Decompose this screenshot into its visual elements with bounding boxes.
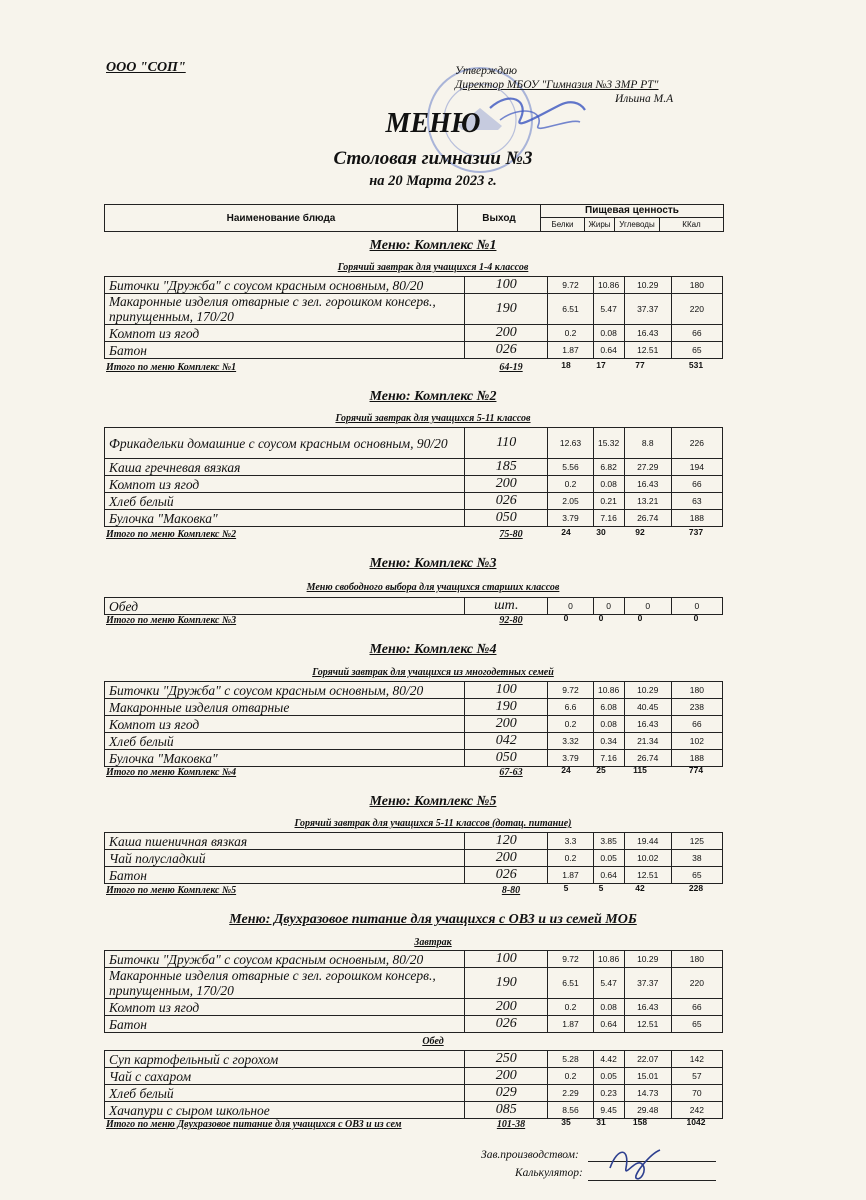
dish-proteins: 9.72 — [548, 682, 593, 699]
dish-yield: 200 — [465, 1068, 548, 1085]
total-row — [106, 1119, 726, 1133]
dish-kcal: 57 — [671, 1068, 722, 1085]
table-row — [105, 716, 723, 733]
dish-yield: шт. — [465, 598, 548, 615]
dish-fats: 0.08 — [593, 716, 624, 733]
dish-name: Макаронные изделия отварные с зел. горошком консерв., припущенным, 170/20 — [105, 294, 465, 325]
total-row — [106, 362, 726, 376]
total-proteins: 35 — [561, 1117, 571, 1127]
dish-carbs: 0 — [624, 598, 671, 615]
dish-carbs: 13.21 — [624, 493, 671, 510]
dish-fats: 5.47 — [593, 968, 624, 999]
dish-fats: 0.05 — [593, 1068, 624, 1085]
dish-kcal: 180 — [671, 951, 722, 968]
dish-proteins: 0.2 — [548, 999, 593, 1016]
dish-yield: 200 — [465, 850, 548, 867]
dish-kcal: 66 — [671, 325, 722, 342]
total-label: Итого по меню Двухразовое питание для учащихся с ОВЗ и из сем — [106, 1119, 402, 1130]
section-title: Меню: Комплекс №1 — [369, 238, 497, 253]
lunch-label: Обед — [422, 1036, 444, 1047]
dish-carbs: 12.51 — [624, 1016, 671, 1033]
dish-fats: 0.64 — [593, 867, 624, 884]
dish-carbs: 21.34 — [624, 733, 671, 750]
dish-name: Батон — [105, 1016, 465, 1033]
dish-fats: 0.08 — [593, 325, 624, 342]
dish-carbs: 12.51 — [624, 342, 671, 359]
dish-fats: 6.08 — [593, 699, 624, 716]
dish-kcal: 188 — [671, 750, 722, 767]
page-subtitle: Столовая гимназии №3 — [333, 148, 533, 169]
dish-yield: 100 — [465, 682, 548, 699]
dish-kcal: 194 — [671, 459, 722, 476]
dish-fats: 0.64 — [593, 1016, 624, 1033]
dish-yield: 026 — [465, 342, 548, 359]
dish-name: Обед — [105, 598, 465, 615]
total-proteins: 24 — [561, 527, 571, 537]
total-proteins: 0 — [563, 613, 569, 623]
dish-kcal: 70 — [671, 1085, 722, 1102]
dish-proteins: 1.87 — [548, 342, 593, 359]
table-row — [105, 1051, 723, 1068]
menu-table — [104, 276, 723, 359]
dish-fats: 0.08 — [593, 476, 624, 493]
dish-name: Макаронные изделия отварные — [105, 699, 465, 716]
dish-name: Биточки "Дружба" с соусом красным основным, 80/20 — [105, 951, 465, 968]
total-kcal: 737 — [688, 527, 704, 537]
dish-fats: 7.16 — [593, 750, 624, 767]
total-fats: 0 — [598, 613, 604, 623]
dish-kcal: 242 — [671, 1102, 722, 1119]
menu-table — [104, 950, 723, 1033]
dish-name: Биточки "Дружба" с соусом красным основным, 80/20 — [105, 277, 465, 294]
handwritten-signature-icon — [600, 1138, 670, 1188]
dish-yield: 190 — [465, 294, 548, 325]
dish-yield: 190 — [465, 968, 548, 999]
dish-proteins: 12.63 — [548, 428, 593, 459]
header-fats: Жиры — [585, 218, 615, 231]
section-title: Меню: Комплекс №3 — [369, 556, 497, 571]
dish-name: Каша пшеничная вязкая — [105, 833, 465, 850]
total-label: Итого по меню Комплекс №4 — [106, 767, 237, 778]
dish-name: Булочка "Маковка" — [105, 750, 465, 767]
header-dish-name: Наименование блюда — [105, 205, 458, 231]
dish-carbs: 16.43 — [624, 476, 671, 493]
dish-name: Компот из ягод — [105, 716, 465, 733]
dish-kcal: 180 — [671, 682, 722, 699]
calculator-label: Калькулятор: — [515, 1167, 583, 1179]
total-code: 8-80 — [501, 885, 521, 896]
total-proteins: 24 — [561, 765, 571, 775]
dish-proteins: 1.87 — [548, 867, 593, 884]
section-subtitle: Горячий завтрак для учащихся 5-11 классов — [335, 413, 531, 424]
dish-yield: 026 — [465, 493, 548, 510]
table-row — [105, 750, 723, 767]
dish-proteins: 3.79 — [548, 510, 593, 527]
dish-carbs: 37.37 — [624, 294, 671, 325]
dish-yield: 250 — [465, 1051, 548, 1068]
dish-name: Компот из ягод — [105, 325, 465, 342]
dish-kcal: 180 — [671, 277, 722, 294]
dish-proteins: 0.2 — [548, 325, 593, 342]
menu-table — [104, 427, 723, 527]
dish-yield: 200 — [465, 476, 548, 493]
dish-fats: 10.86 — [593, 682, 624, 699]
header-yield: Выход — [458, 205, 541, 231]
dish-fats: 7.16 — [593, 510, 624, 527]
header-kcal: ККал — [682, 220, 701, 229]
section-subtitle: Меню свободного выбора для учащихся старших классов — [306, 582, 560, 593]
dish-carbs: 12.51 — [624, 867, 671, 884]
table-row — [105, 342, 723, 359]
section-title: Меню: Комплекс №5 — [369, 794, 497, 809]
organization-name: ООО "СОП" — [106, 60, 186, 75]
dish-carbs: 10.29 — [624, 277, 671, 294]
dish-proteins: 1.87 — [548, 1016, 593, 1033]
dish-fats: 0.64 — [593, 342, 624, 359]
table-row — [105, 1068, 723, 1085]
table-row — [105, 459, 723, 476]
total-code: 75-80 — [499, 529, 523, 540]
dish-kcal: 226 — [671, 428, 722, 459]
dish-yield: 200 — [465, 325, 548, 342]
table-row — [105, 325, 723, 342]
section-subtitle: Горячий завтрак для учащихся 1-4 классов — [337, 262, 529, 273]
dish-proteins: 9.72 — [548, 951, 593, 968]
dish-fats: 5.47 — [593, 294, 624, 325]
menu-date: на 20 Марта 2023 г. — [369, 173, 497, 189]
total-row — [106, 885, 726, 899]
dish-yield: 029 — [465, 1085, 548, 1102]
section-title: Меню: Комплекс №2 — [369, 389, 497, 404]
table-row — [105, 951, 723, 968]
total-label: Итого по меню Комплекс №2 — [106, 529, 237, 540]
header-nutrition: Пищевая ценность — [541, 205, 723, 218]
total-carbs: 115 — [633, 765, 647, 775]
dish-name: Макаронные изделия отварные с зел. горошком консерв., припущенным, 170/20 — [105, 968, 465, 999]
dish-yield: 026 — [465, 867, 548, 884]
dish-carbs: 10.02 — [624, 850, 671, 867]
dish-fats: 3.85 — [593, 833, 624, 850]
dish-proteins: 3.79 — [548, 750, 593, 767]
dish-yield: 185 — [465, 459, 548, 476]
dish-yield: 042 — [465, 733, 548, 750]
section-title: Меню: Двухразовое питание для учащихся с ОВЗ и из семей МОБ — [229, 912, 637, 927]
total-code: 101-38 — [496, 1119, 526, 1130]
dish-name: Фрикадельки домашние с соусом красным основным, 90/20 — [105, 428, 465, 459]
dish-yield: 100 — [465, 951, 548, 968]
menu-table — [104, 1050, 723, 1119]
total-proteins: 18 — [561, 360, 571, 370]
dish-carbs: 22.07 — [624, 1051, 671, 1068]
table-row — [105, 968, 723, 999]
total-carbs: 158 — [632, 1117, 648, 1127]
table-header — [104, 204, 724, 232]
table-row — [105, 833, 723, 850]
dish-carbs: 26.74 — [624, 750, 671, 767]
dish-name: Батон — [105, 867, 465, 884]
dish-carbs: 16.43 — [624, 999, 671, 1016]
header-carbs: Углеводы — [615, 218, 660, 231]
dish-yield: 200 — [465, 716, 548, 733]
total-carbs: 42 — [635, 883, 645, 893]
dish-fats: 0.23 — [593, 1085, 624, 1102]
total-code: 67-63 — [499, 767, 523, 778]
dish-carbs: 14.73 — [624, 1085, 671, 1102]
dish-name: Компот из ягод — [105, 999, 465, 1016]
dish-name: Чай полусладкий — [105, 850, 465, 867]
dish-fats: 10.86 — [593, 277, 624, 294]
approval-block — [455, 64, 673, 106]
dish-proteins: 0.2 — [548, 716, 593, 733]
total-code: 64-19 — [499, 362, 523, 373]
dish-fats: 4.42 — [593, 1051, 624, 1068]
table-row — [105, 1085, 723, 1102]
table-row — [105, 476, 723, 493]
menu-table — [104, 681, 723, 767]
table-row — [105, 850, 723, 867]
dish-kcal: 66 — [671, 999, 722, 1016]
total-fats: 31 — [596, 1117, 606, 1127]
dish-kcal: 220 — [671, 294, 722, 325]
dish-proteins: 9.72 — [548, 277, 593, 294]
table-row — [105, 294, 723, 325]
dish-proteins: 0.2 — [548, 1068, 593, 1085]
table-row — [105, 699, 723, 716]
dish-yield: 190 — [465, 699, 548, 716]
dish-kcal: 102 — [671, 733, 722, 750]
dish-proteins: 3.3 — [548, 833, 593, 850]
dish-kcal: 65 — [671, 867, 722, 884]
dish-fats: 6.82 — [593, 459, 624, 476]
dish-carbs: 16.43 — [624, 325, 671, 342]
dish-carbs: 10.29 — [624, 682, 671, 699]
dish-carbs: 15.01 — [624, 1068, 671, 1085]
page-title: МЕНЮ — [385, 108, 481, 139]
total-kcal: 228 — [688, 883, 704, 893]
dish-kcal: 142 — [671, 1051, 722, 1068]
menu-table — [104, 832, 723, 884]
dish-yield: 026 — [465, 1016, 548, 1033]
total-kcal: 1042 — [686, 1117, 706, 1127]
dish-proteins: 0.2 — [548, 476, 593, 493]
dish-kcal: 0 — [671, 598, 722, 615]
dish-proteins: 6.6 — [548, 699, 593, 716]
dish-name: Батон — [105, 342, 465, 359]
dish-fats: 9.45 — [593, 1102, 624, 1119]
table-row — [105, 510, 723, 527]
dish-proteins: 0.2 — [548, 850, 593, 867]
dish-carbs: 40.45 — [624, 699, 671, 716]
dish-kcal: 188 — [671, 510, 722, 527]
dish-proteins: 3.32 — [548, 733, 593, 750]
dish-fats: 10.86 — [593, 951, 624, 968]
dish-yield: 110 — [465, 428, 548, 459]
dish-name: Компот из ягод — [105, 476, 465, 493]
dish-yield: 085 — [465, 1102, 548, 1119]
dish-kcal: 65 — [671, 1016, 722, 1033]
dish-proteins: 6.51 — [548, 968, 593, 999]
dish-fats: 0.34 — [593, 733, 624, 750]
dish-carbs: 29.48 — [624, 1102, 671, 1119]
table-row — [105, 1102, 723, 1119]
section-subtitle: Горячий завтрак для учащихся из многодетных семей — [312, 667, 554, 678]
dish-proteins: 6.51 — [548, 294, 593, 325]
table-row — [105, 867, 723, 884]
total-label: Итого по меню Комплекс №3 — [106, 615, 237, 626]
total-kcal: 774 — [688, 765, 704, 775]
dish-name: Биточки "Дружба" с соусом красным основным, 80/20 — [105, 682, 465, 699]
dish-fats: 0.21 — [593, 493, 624, 510]
producer-label: Зав.производством: — [481, 1149, 579, 1161]
total-fats: 30 — [596, 527, 606, 537]
header-proteins: Белки — [541, 218, 585, 231]
dish-kcal: 63 — [671, 493, 722, 510]
dish-proteins: 2.29 — [548, 1085, 593, 1102]
dish-proteins: 5.56 — [548, 459, 593, 476]
dish-yield: 120 — [465, 833, 548, 850]
dish-proteins: 8.56 — [548, 1102, 593, 1119]
dish-proteins: 5.28 — [548, 1051, 593, 1068]
section-title: Меню: Комплекс №4 — [369, 642, 497, 657]
approval-director: Директор МБОУ "Гимназия №3 ЗМР РТ" — [455, 79, 659, 91]
dish-carbs: 16.43 — [624, 716, 671, 733]
dish-name: Чай с сахаром — [105, 1068, 465, 1085]
total-label: Итого по меню Комплекс №1 — [106, 362, 237, 373]
table-row — [105, 493, 723, 510]
dish-name: Хлеб белый — [105, 733, 465, 750]
total-carbs: 92 — [635, 527, 645, 537]
total-carbs: 0 — [637, 613, 643, 623]
table-row — [105, 682, 723, 699]
dish-fats: 0 — [593, 598, 624, 615]
dish-yield: 050 — [465, 510, 548, 527]
dish-name: Хлеб белый — [105, 1085, 465, 1102]
table-row — [105, 277, 723, 294]
dish-carbs: 27.29 — [624, 459, 671, 476]
table-row — [105, 598, 723, 615]
total-kcal: 0 — [693, 613, 699, 623]
dish-yield: 050 — [465, 750, 548, 767]
dish-yield: 200 — [465, 999, 548, 1016]
dish-kcal: 66 — [671, 716, 722, 733]
dish-kcal: 65 — [671, 342, 722, 359]
dish-fats: 0.05 — [593, 850, 624, 867]
table-row — [105, 733, 723, 750]
total-row — [106, 615, 726, 629]
dish-kcal: 66 — [671, 476, 722, 493]
total-proteins: 5 — [563, 883, 569, 893]
dish-yield: 100 — [465, 277, 548, 294]
section-subtitle: Горячий завтрак для учащихся 5-11 классов (дотац. питание) — [294, 818, 572, 829]
dish-carbs: 8.8 — [624, 428, 671, 459]
dish-proteins: 2.05 — [548, 493, 593, 510]
breakfast-label: Завтрак — [414, 937, 452, 948]
table-row — [105, 999, 723, 1016]
dish-name: Суп картофельный с горохом — [105, 1051, 465, 1068]
total-label: Итого по меню Комплекс №5 — [106, 885, 237, 896]
dish-carbs: 10.29 — [624, 951, 671, 968]
dish-fats: 0.08 — [593, 999, 624, 1016]
dish-kcal: 125 — [671, 833, 722, 850]
dish-carbs: 26.74 — [624, 510, 671, 527]
total-kcal: 531 — [688, 360, 704, 370]
total-fats: 5 — [598, 883, 604, 893]
dish-name: Булочка "Маковка" — [105, 510, 465, 527]
total-fats: 17 — [596, 360, 606, 370]
approval-signer: Ильина М.А — [615, 93, 674, 105]
total-code: 92-80 — [499, 615, 523, 626]
dish-fats: 15.32 — [593, 428, 624, 459]
total-carbs: 77 — [635, 360, 645, 370]
approval-label: Утверждаю — [455, 65, 517, 77]
dish-kcal: 38 — [671, 850, 722, 867]
dish-kcal: 220 — [671, 968, 722, 999]
table-row — [105, 428, 723, 459]
dish-name: Каша гречневая вязкая — [105, 459, 465, 476]
total-row — [106, 767, 726, 781]
total-row — [106, 529, 726, 543]
dish-name: Хачапури с сыром школьное — [105, 1102, 465, 1119]
dish-kcal: 238 — [671, 699, 722, 716]
dish-carbs: 37.37 — [624, 968, 671, 999]
dish-proteins: 0 — [548, 598, 593, 615]
total-fats: 25 — [596, 765, 606, 775]
table-row — [105, 1016, 723, 1033]
dish-carbs: 19.44 — [624, 833, 671, 850]
dish-name: Хлеб белый — [105, 493, 465, 510]
